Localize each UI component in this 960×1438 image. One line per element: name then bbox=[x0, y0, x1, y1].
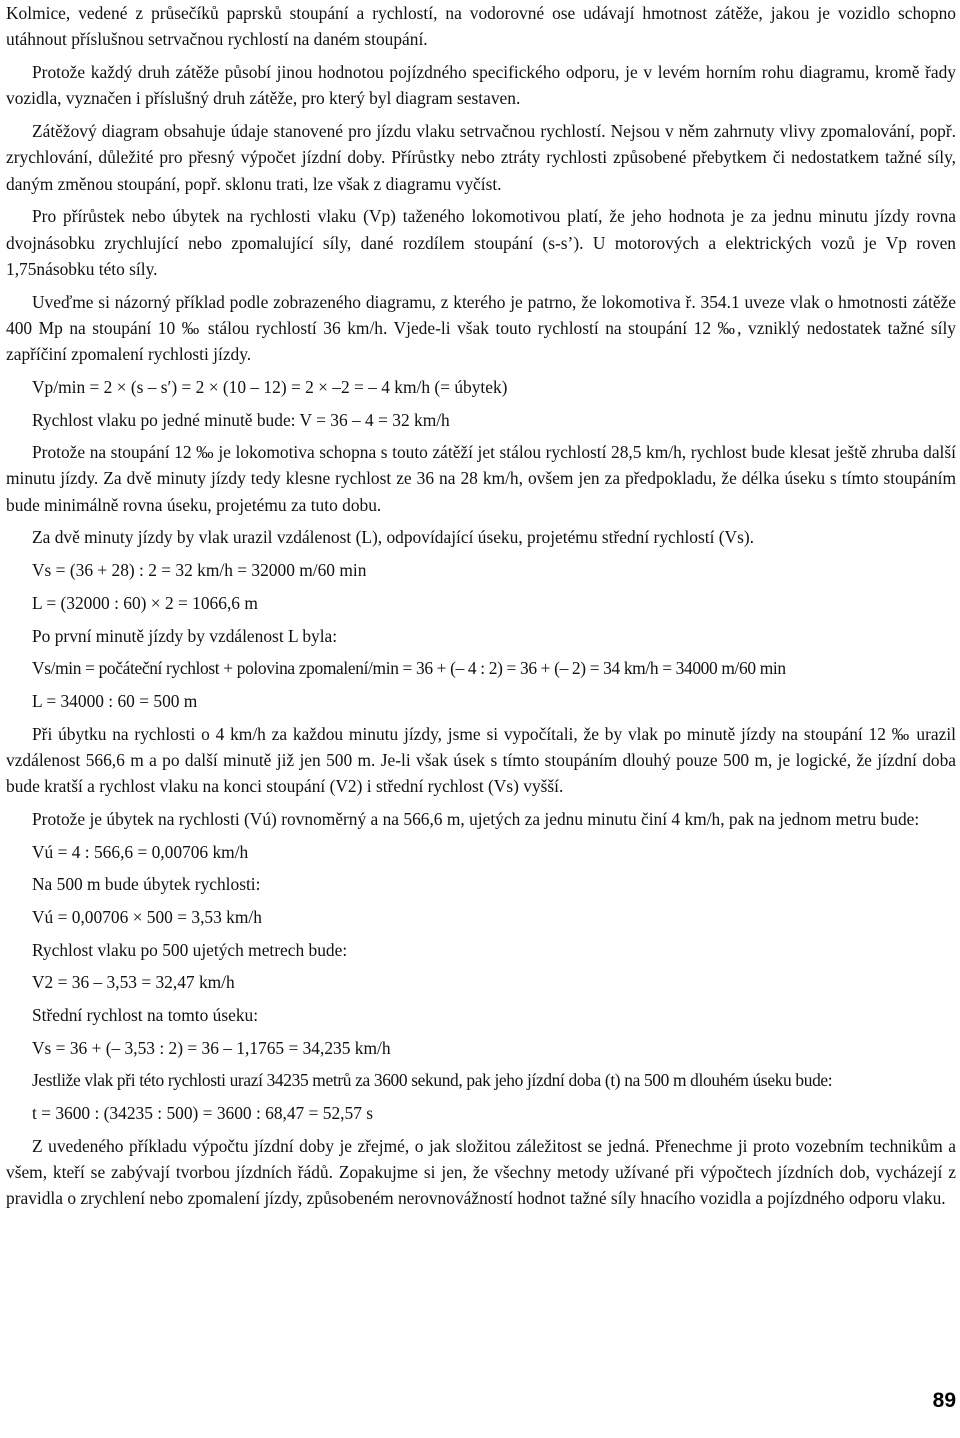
paragraph-load-type: Protože každý druh zátěže působí jinou hodnotou pojízdného specifického odporu, je v levém horním rohu diagramu, kromě řady vozidla, vyznačen i příslušný druh zátěže, pro který byl diagram sestaven. bbox=[6, 61, 956, 109]
equation-vu-500m: Vú = 0,00706 × 500 = 3,53 km/h bbox=[32, 906, 262, 927]
equation-speed-after-minute: Rychlost vlaku po jedné minutě bude: V = 36 – 4 = 32 km/h bbox=[32, 409, 450, 430]
equation-vu-per-meter: Vú = 4 : 566,6 = 0,00706 km/h bbox=[32, 841, 249, 862]
line-loss-500m: Na 500 m bude úbytek rychlosti: bbox=[32, 874, 261, 895]
paragraph-example-intro: Uveďme si názorný příklad podle zobrazeného diagramu, z kterého je patrno, že lokomotiva ř. 354.1 uveze vlak o hmotnosti zátěže 400 Mp na stoupání 10 ‰ stálou rychlostí 36 km/h. Vjede-li však touto rychlostí na stoupání 12 ‰, vzniklý nedostatek tažné síly zapříčiní zpomalení rychlosti jízdy. bbox=[6, 291, 956, 365]
line-speed-after-500m: Rychlost vlaku po 500 ujetých metrech bude: bbox=[32, 939, 348, 960]
line-travel-time-intro: Jestliže vlak při této rychlosti urazí 34235 metrů za 3600 sekund, pak jeho jízdní doba (t) na 500 m dlouhém úseku bude: bbox=[32, 1070, 833, 1091]
equation-vs-per-min: Vs/min = počáteční rychlost + polovina zpomalení/min = 36 + (– 4 : 2) = 36 + (– 2) = 34 km/h = 34000 m/60 min bbox=[32, 658, 786, 679]
equation-vp-per-min: Vp/min = 2 × (s – s′) = 2 × (10 – 12) = 2 × –2 = – 4 km/h (= úbytek) bbox=[32, 376, 508, 397]
paragraph-two-minutes: Protože na stoupání 12 ‰ je lokomotiva schopna s touto zátěží jet stálou rychlostí 28,5 km/h, rychlost bude klesat ještě zhruba další minutu jízdy. Za dvě minuty jízdy tedy klesne rychlost ze 36 na 28 km/h, ovšem jen za předpokladu, že délka úseku s tímto stoupáním bude minimálně rovna úseku, projetému za tuto dobu. bbox=[6, 442, 956, 515]
paragraph-load-diagram: Zátěžový diagram obsahuje údaje stanovené pro jízdu vlaku setrvačnou rychlostí. Nejsou v něm zahrnuty vlivy zpomalování, popř. zrychlování, důležité pro přesný výpočet jízdní doby. Přírůstky nebo ztráty rychlosti způsobené přebytkem či nedostatkem tažné síly, daným změnou stoupání, popř. sklonu trati, lze však z diagramu vyčíst. bbox=[6, 120, 956, 194]
equation-l-first-minute: L = 34000 : 60 = 500 m bbox=[32, 690, 198, 711]
paragraph-uniform-loss: Protože je úbytek na rychlosti (Vú) rovnoměrný a na 566,6 m, ujetých za jednu minutu činí 4 km/h, pak na jednom metru bude: bbox=[32, 808, 920, 829]
paragraph-speed-loss: Při úbytku na rychlosti o 4 km/h za každou minutu jízdy, jsme si vypočítali, že by vlak po minutě jízdy na stoupání 12 ‰ urazil vzdálenost 566,6 m a po další minutě již jen 500 m. Je-li však úsek s tímto stoupáním dlouhý pouze 500 m, je logické, že jízdní doba bude kratší a rychlost vlaku na konci stoupání (V2) i střední rychlost (Vs) vyšší. bbox=[6, 723, 956, 797]
line-distance-two-minutes: Za dvě minuty jízdy by vlak urazil vzdálenost (L), odpovídající úseku, projetému střední rychlostí (Vs). bbox=[32, 527, 755, 548]
equation-v2: V2 = 36 – 3,53 = 32,47 km/h bbox=[32, 972, 235, 993]
equation-vs-section: Vs = 36 + (– 3,53 : 2) = 36 – 1,1765 = 34,235 km/h bbox=[32, 1037, 391, 1058]
equation-l-two-minutes: L = (32000 : 60) × 2 = 1066,6 m bbox=[32, 592, 258, 613]
paragraph-speed-change-rule: Pro přírůstek nebo úbytek na rychlosti vlaku (Vp) taženého lokomotivou platí, že jeho hodnota je za jednu minutu jízdy rovna dvojnásobku zrychlující nebo zpomalující síly, dané rozdílem stoupání (s-s’). U motorových a elektrických vozů je Vp roven 1,75násobku této síly. bbox=[6, 206, 956, 279]
paragraph-diagram-axes: Kolmice, vedené z průsečíků paprsků stoupání a rychlostí, na vodorovné ose udávají hmotnost zátěže, jakou je vozidlo schopno utáhnout příslušnou setrvačnou rychlostí na daném stoupání. bbox=[6, 3, 956, 50]
equation-travel-time: t = 3600 : (34235 : 500) = 3600 : 68,47 = 52,57 s bbox=[32, 1103, 374, 1124]
paragraph-conclusion: Z uvedeného příkladu výpočtu jízdní doby je zřejmé, o jak složitou záležitost se jedná. Přenechme ji proto vozebním technikům a všem, kteří se zabývají tvorbou jízdních řádů. Zopakujme si jen, že všechny metody užívané při výpočtech jízdních dob, vycházejí z pravidla o zrychlení nebo zpomalení jízdy, způsobeném nerovnovážností hodnot tažné síly hnacího vozidla a pojízdného odporu vlaku. bbox=[6, 1135, 956, 1209]
line-first-minute: Po první minutě jízdy by vzdálenost L byla: bbox=[32, 625, 338, 646]
line-mean-speed: Střední rychlost na tomto úseku: bbox=[32, 1005, 259, 1025]
page-number: 89 bbox=[932, 1389, 956, 1412]
equation-vs: Vs = (36 + 28) : 2 = 32 km/h = 32000 m/60 min bbox=[32, 560, 367, 581]
page-body bbox=[6, 0, 956, 1218]
